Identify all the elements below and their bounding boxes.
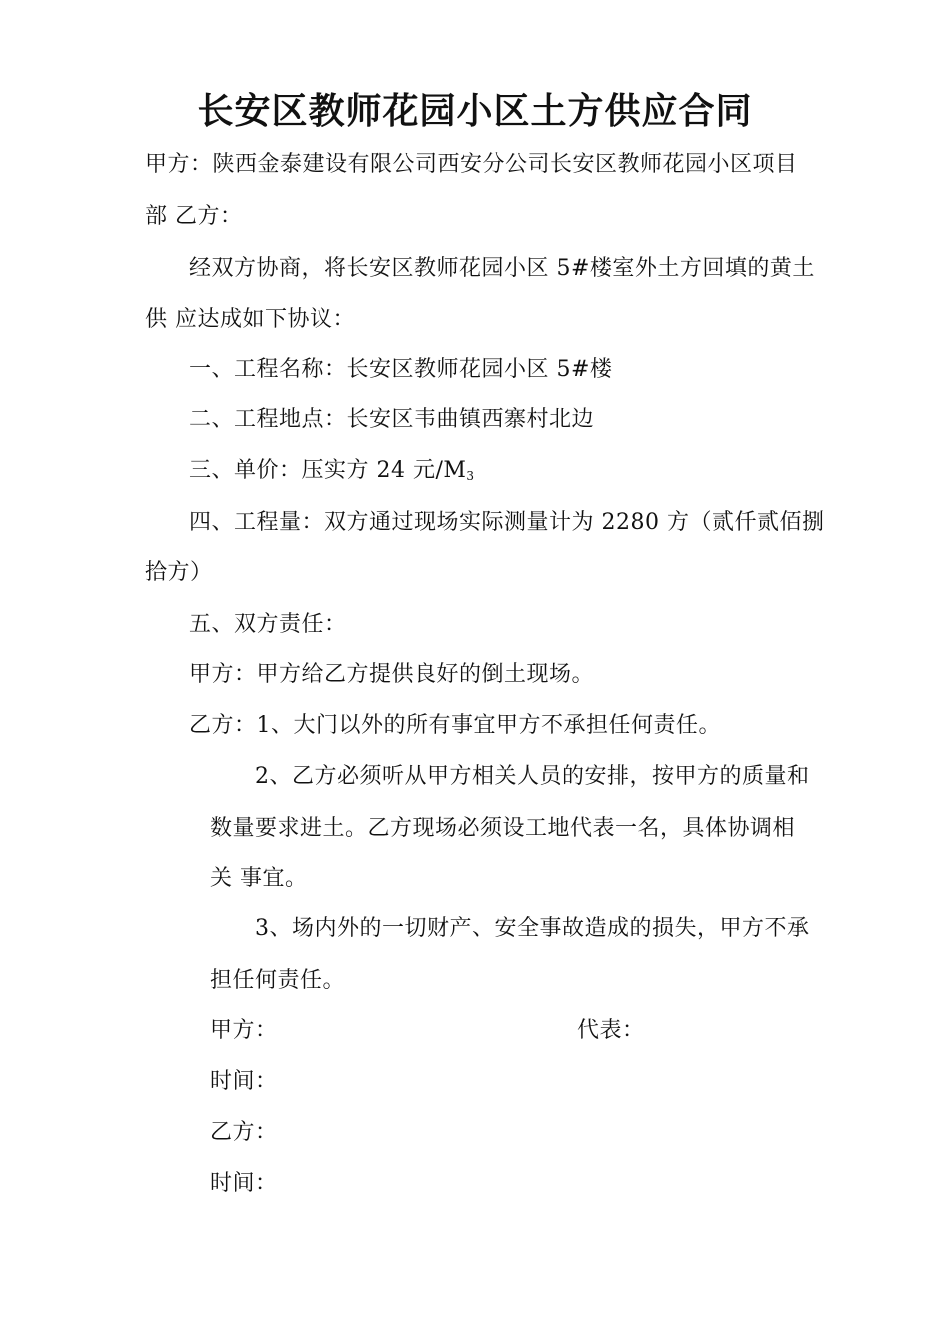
signature-party-a: 甲方：	[210, 1018, 278, 1043]
duty-party-b-3-line-2: 担任何责任。	[210, 968, 346, 993]
intro-line-2: 供 应达成如下协议：	[145, 307, 355, 332]
document-title: 长安区教师花园小区土方供应合同	[197, 90, 753, 132]
duty-party-b-1: 乙方：1、大门以外的所有事宜甲方不承担任何责任。	[189, 713, 721, 738]
signature-party-b: 乙方：	[210, 1120, 278, 1145]
signature-time-a: 时间：	[210, 1069, 278, 1094]
signature-time-b: 时间：	[210, 1171, 278, 1196]
item-project-name: 一、工程名称：长安区教师花园小区 5#楼	[189, 357, 613, 382]
unit-price-text: 三、单价：压实方 24 元/M	[189, 458, 467, 483]
party-a-line-1: 甲方：陕西金泰建设有限公司西安分公司长安区教师花园小区项目	[145, 152, 798, 177]
item-quantity-line-1: 四、工程量：双方通过现场实际测量计为 2280 方（贰仟贰佰捌	[189, 510, 825, 535]
duty-party-b-2-line-3: 关 事宜。	[210, 866, 308, 891]
duty-party-b-2-line-1: 2、乙方必须听从甲方相关人员的安排，按甲方的质量和	[255, 764, 810, 789]
duty-party-b-3-line-1: 3、场内外的一切财产、安全事故造成的损失，甲方不承	[255, 916, 810, 941]
duty-party-a: 甲方：甲方给乙方提供良好的倒土现场。	[189, 662, 595, 687]
item-quantity-line-2: 拾方）	[145, 560, 213, 585]
party-a-line-2: 部 乙方：	[145, 204, 243, 229]
signature-representative: 代表：	[577, 1018, 645, 1043]
duty-party-b-2-line-2: 数量要求进土。乙方现场必须设工地代表一名，具体协调相	[210, 816, 796, 841]
item-project-location: 二、工程地点：长安区韦曲镇西寨村北边	[189, 407, 595, 432]
unit-price-subscript: 3	[466, 469, 475, 483]
intro-line-1: 经双方协商，将长安区教师花园小区 5#楼室外土方回填的黄土	[189, 256, 815, 281]
item-unit-price	[189, 456, 475, 491]
item-responsibilities: 五、双方责任：	[189, 612, 347, 637]
